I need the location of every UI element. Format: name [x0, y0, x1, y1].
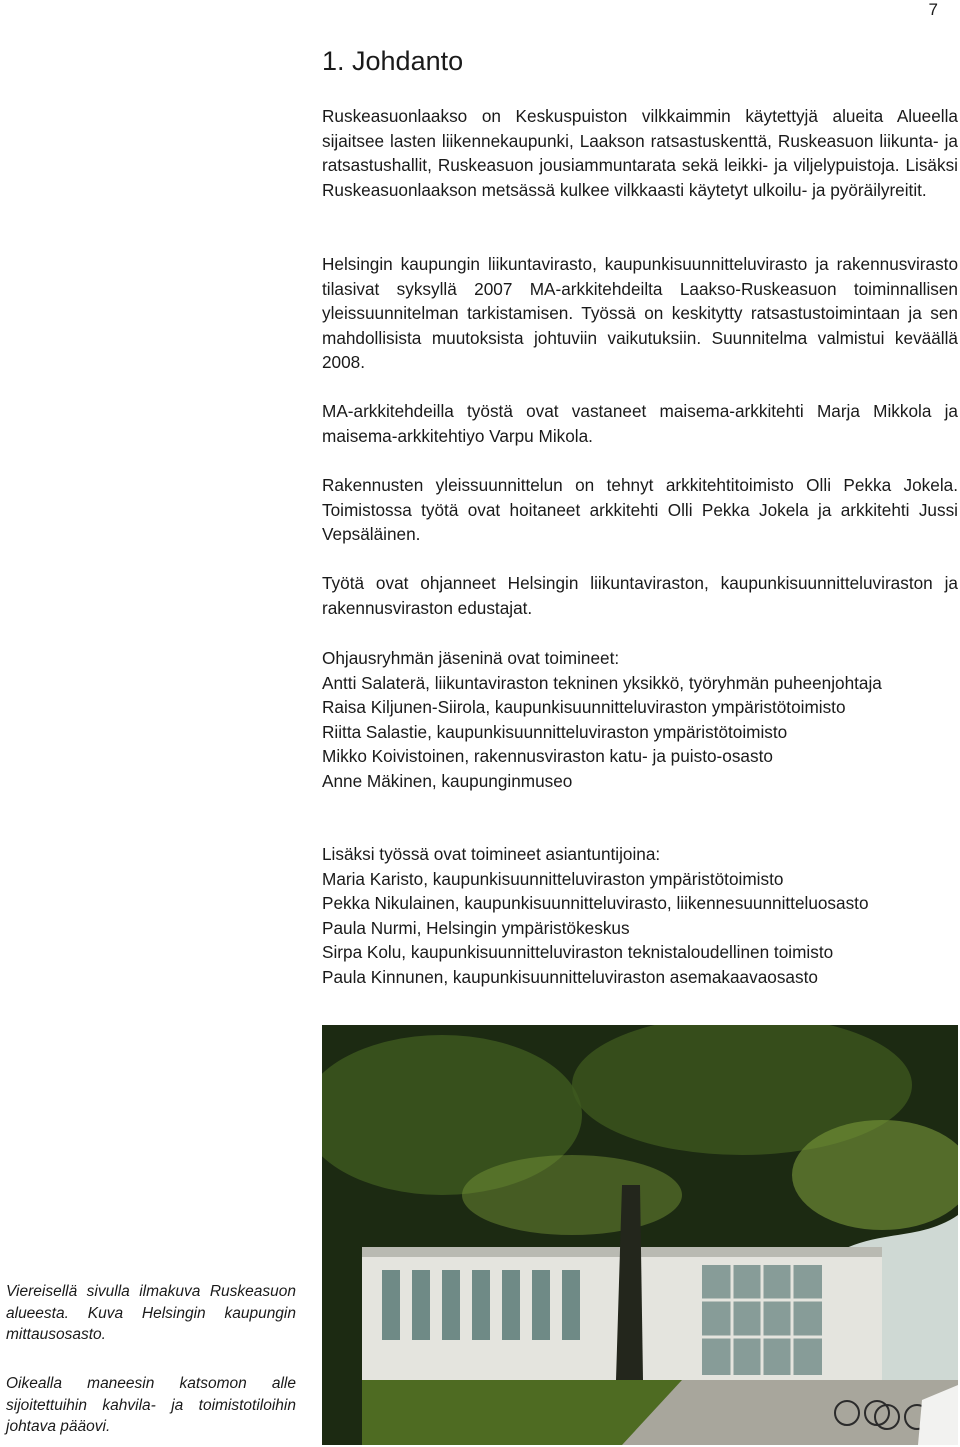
- page-number: 7: [928, 0, 938, 19]
- photo-window: [412, 1270, 430, 1340]
- steering-group-list: [322, 646, 958, 793]
- list-item: Anne Mäkinen, kaupunginmuseo: [322, 770, 573, 791]
- supervision-paragraph: Työtä ovat ohjanneet Helsingin liikuntaviraston, kaupunkisuunnitteluviraston ja rakennusviraston edustajat.: [322, 573, 958, 618]
- photo-window: [562, 1270, 580, 1340]
- photo-window: [382, 1270, 400, 1340]
- entrance-photo-caption: Oikealla maneesin katsomon alle sijoitettuihin kahvila- ja toimistotiloihin johtava pääovi.: [6, 1375, 296, 1435]
- building-entrance-photo: [322, 1025, 958, 1445]
- photo-left-shade: [322, 1265, 362, 1445]
- list-item: Pekka Nikulainen, kaupunkisuunnitteluvirasto, liikennesuunnitteluosasto: [322, 893, 869, 913]
- list-item: Antti Salaterä, liikuntaviraston tekninen yksikkö, työryhmän puheenjohtaja: [322, 672, 882, 693]
- steering-group-intro: Ohjausryhmän jäseninä ovat toimineet:: [322, 648, 620, 668]
- page-title: 1. Johdanto: [322, 46, 464, 76]
- ma-architects-paragraph: MA-arkkitehdeilla työstä ovat vastaneet maisema-arkkitehti Marja Mikkola ja maisema-arkkitehtiyo Varpu Mikola.: [322, 401, 958, 446]
- list-item: Riitta Salastie, kaupunkisuunnitteluviraston ympäristötoimisto: [322, 721, 788, 742]
- list-item: Mikko Koivistoinen, rakennusviraston katu- ja puisto-osasto: [322, 746, 773, 766]
- list-item: Raisa Kiljunen-Siirola, kaupunkisuunnitteluviraston ympäristötoimisto: [322, 697, 846, 717]
- photo-window: [532, 1270, 550, 1340]
- experts-intro: Lisäksi työssä ovat toimineet asiantuntijoina:: [322, 844, 661, 864]
- aerial-photo-caption: Viereisellä sivulla ilmakuva Ruskeasuon alueesta. Kuva Helsingin kaupungin mittausosasto.: [6, 1283, 296, 1343]
- experts-list: [322, 842, 958, 989]
- list-item: Paula Nurmi, Helsingin ympäristökeskus: [322, 917, 630, 938]
- photo-window: [442, 1270, 460, 1340]
- photo-window: [472, 1270, 490, 1340]
- building-design-paragraph: Rakennusten yleissuunnittelun on tehnyt arkkitehtitoimisto Olli Pekka Jokela. Toimistossa työtä ovat hoitaneet arkkitehti Olli Pekka Jokela ja arkkitehti Jussi Vepsäläinen.: [322, 475, 958, 544]
- photo-window: [502, 1270, 520, 1340]
- list-item: Sirpa Kolu, kaupunkisuunnitteluviraston teknistaloudellinen toimisto: [322, 942, 834, 962]
- commission-paragraph: Helsingin kaupungin liikuntavirasto, kaupunkisuunnitteluvirasto ja rakennusvirasto tilasivat syksyllä 2007 MA-arkkitehdeilta Laakso-Ruskeasuon toiminnallisen yleissuunnitelman tarkistamisen. Työssä on keskitytty ratsastustoimintaan ja sen mahdollisista muutoksista johtuviin vaikutuksiin. Suunnitelma valmistui keväällä 2008.: [322, 254, 958, 372]
- list-item: Paula Kinnunen, kaupunkisuunnitteluviraston asemakaavaosasto: [322, 966, 818, 987]
- list-item: Maria Karisto, kaupunkisuunnitteluviraston ympäristötoimisto: [322, 868, 784, 889]
- photo-foliage-patch: [462, 1155, 682, 1235]
- intro-paragraph: Ruskeasuonlaakso on Keskuspuiston vilkkaimmin käytettyjä alueita Alueella sijaitsee lasten liikennekaupunki, Laakson ratsastuskenttä, Ruskeasuon liikunta- ja ratsastushallit, Ruskeasuon jousiammuntarata sekä leikki- ja viljelypuistoja. Lisäksi Ruskeasuonlaakson metsässä kulkee vilkkaasti käytetyt ulkoilu- ja pyöräilyreitit.: [322, 106, 958, 200]
